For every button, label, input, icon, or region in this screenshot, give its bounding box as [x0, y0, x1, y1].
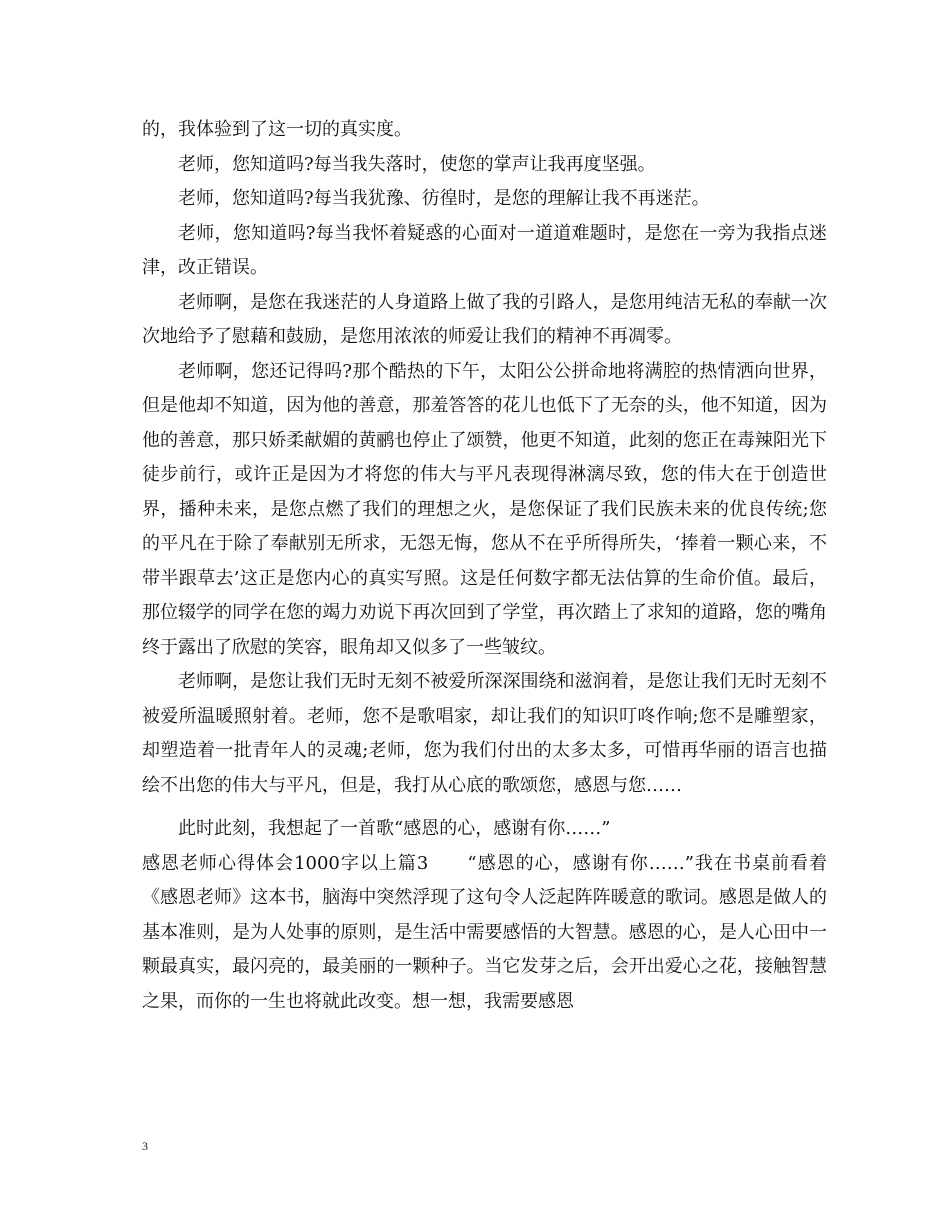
paragraph-applause: 老师，您知道吗?每当我失落时，使您的掌声让我再度坚强。	[178, 153, 656, 175]
paragraph-continuation: 的，我体验到了这一切的真实度。	[142, 119, 412, 140]
paragraph-memory: 老师啊，您还记得吗?那个酷热的下午，太阳公公拼命地将满腔的热情洒向世界，但是他却不知道，因为他的善意，那羞答答的花儿也低下了无奈的头，他不知道，因为他的善意，那只娇柔献媚的黄鹂也停止了颂赞，他更不知道，此刻的您正在毒辣阳光下徒步前行，或许正是因为才将您的伟大与平凡表现得淋漓尽致，您的伟大在于创造世界，播种未来，是您点燃了我们的理想之火，是您保证了我们民族未来的优良传统;您的平凡在于除了奉献别无所求，无怨无悔，您从不在乎所得所失，‘捧着一颗心来，不带半跟草去’这正是您内心的真实写照。这是任何数字都无法估算的生命价值。最后，那位辍学的同学在您的竭力劝说下再次回到了学堂，再次踏上了求知的道路，您的嘴角终于露出了欣慰的笑容，眼角却又似多了一些皱纹。	[142, 360, 827, 658]
paragraph-section-three: 感恩老师心得体会1000字以上篇3 “感恩的心，感谢有你……”我在书桌前看着《感恩老师》这本书，脑海中突然浮现了这句令人泛起阵阵暖意的歌词。感恩是做人的基本准则，是为人处事的原则，是生活中需要感悟的大智慧。感恩的心，是人心田中一颗最真实，最闪亮的，最美丽的一颗种子。当它发芽之后，会开出爱心之花，接触智慧之果，而你的一生也将就此改变。想一想，我需要感恩	[142, 852, 827, 1012]
paragraph-song: 此时此刻，我想起了一首歌“感恩的心，感谢有你……”	[178, 818, 611, 839]
document-body	[142, 113, 827, 1019]
page-number: 3	[142, 1139, 148, 1153]
paragraph-guide: 老师啊，是您在我迷茫的人身道路上做了我的引路人，是您用纯洁无私的奉献一次次地给予了慰藉和鼓励，是您用浓浓的师爱让我们的精神不再凋零。	[142, 291, 827, 347]
paragraph-guidance: 老师，您知道吗?每当我怀着疑惑的心面对一道道难题时，是您在一旁为我指点迷津，改正错误。	[142, 222, 827, 278]
paragraph-understanding: 老师，您知道吗?每当我犹豫、彷徨时，是您的理解让我不再迷茫。	[178, 188, 710, 209]
paragraph-love: 老师啊，是您让我们无时无刻不被爱所深深围绕和滋润着，是您让我们无时无刻不被爱所温暖照射着。老师，您不是歌唱家，却让我们的知识叮咚作响;您不是雕塑家，却塑造着一批青年人的灵魂;老师，您为我们付出的太多太多，可惜再华丽的语言也描绘不出您的伟大与平凡，但是，我打从心底的歌颂您，感恩与您……	[142, 671, 827, 796]
